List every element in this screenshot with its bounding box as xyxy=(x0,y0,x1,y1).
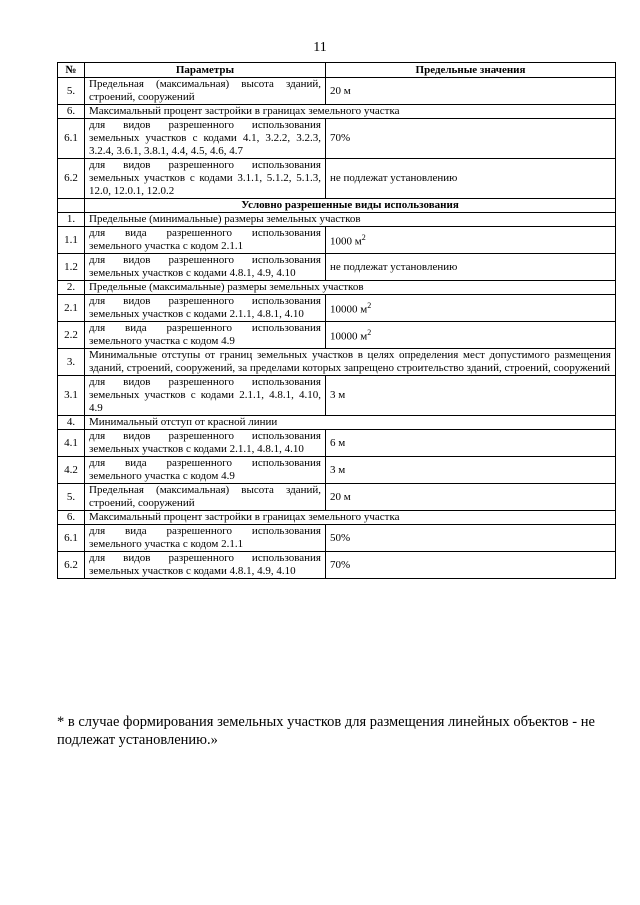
table-row xyxy=(58,119,616,159)
value-text: 6 м xyxy=(330,436,346,449)
table-row xyxy=(58,227,616,254)
row-number: 1. xyxy=(58,213,85,227)
parameter-cell: для вида разрешенного использования земельного участка с кодом 4.9 xyxy=(85,322,326,349)
value-cell xyxy=(326,457,616,484)
row-number: 4.1 xyxy=(58,430,85,457)
unit-superscript: 2 xyxy=(361,233,366,243)
parameter-cell: Предельная (максимальная) высота зданий, строений, сооружений xyxy=(85,484,326,511)
value-cell xyxy=(326,322,616,349)
parameter-cell: для видов разрешенного использования земельных участков с кодами 3.1.1, 5.1.2, 5.1.3, 12.0, 12.0.1, 12.0.2 xyxy=(85,159,326,199)
table-row xyxy=(58,254,616,281)
parameter-cell: для вида разрешенного использования земельного участка с кодом 2.1.1 xyxy=(85,227,326,254)
parameters-table xyxy=(57,62,616,579)
value-cell xyxy=(326,376,616,416)
header-number: № xyxy=(58,63,85,78)
row-number: 3.1 xyxy=(58,376,85,416)
row-number: 4. xyxy=(58,416,85,430)
value-cell xyxy=(326,227,616,254)
row-number: 1.2 xyxy=(58,254,85,281)
table-row xyxy=(58,552,616,579)
value-text: 10000 м xyxy=(330,330,368,343)
row-number: 2.2 xyxy=(58,322,85,349)
table-row xyxy=(58,457,616,484)
row-number: 4.2 xyxy=(58,457,85,484)
table-row xyxy=(58,213,616,227)
value-cell xyxy=(326,78,616,105)
parameter-cell: для видов разрешенного использования земельных участков с кодами 4.8.1, 4.9, 4.10 xyxy=(85,254,326,281)
value-text: 1000 м xyxy=(330,235,362,248)
table-row xyxy=(58,322,616,349)
value-cell xyxy=(326,484,616,511)
table-row xyxy=(58,511,616,525)
value-text: 50% xyxy=(330,531,351,544)
row-number: 6.1 xyxy=(58,119,85,159)
value-cell xyxy=(326,159,616,199)
empty-number-cell xyxy=(58,199,85,213)
row-number: 6.2 xyxy=(58,159,85,199)
value-cell xyxy=(326,295,616,322)
row-heading: Минимальные отступы от границ земельных участков в целях определения мест допустимого размещения зданий, строений, сооружений, за пределами которых запрещено строительство зданий, строений, сооружений xyxy=(85,349,616,376)
table-row xyxy=(58,105,616,119)
parameter-cell: для видов разрешенного использования земельных участков с кодами 2.1.1, 4.8.1, 4.10 xyxy=(85,430,326,457)
value-text: 20 м xyxy=(330,490,351,503)
value-cell xyxy=(326,552,616,579)
table-row xyxy=(58,159,616,199)
value-text: не подлежат установлению xyxy=(330,172,458,184)
row-heading: Максимальный процент застройки в границах земельного участка xyxy=(85,511,616,525)
table-row xyxy=(58,525,616,552)
footnote: * в случае формирования земельных участков для размещения линейных объектов - не подлежат установлению.» xyxy=(57,714,595,748)
unit-superscript: 2 xyxy=(367,328,372,338)
value-text: 70% xyxy=(330,558,351,571)
section-title: Условно разрешенные виды использования xyxy=(85,199,616,213)
parameter-cell: для вида разрешенного использования земельного участка с кодом 4.9 xyxy=(85,457,326,484)
row-heading: Максимальный процент застройки в границах земельного участка xyxy=(85,105,616,119)
header-parameters: Параметры xyxy=(85,63,326,78)
page-number: 11 xyxy=(313,40,327,55)
table-row xyxy=(58,78,616,105)
table-row xyxy=(58,430,616,457)
table-row xyxy=(58,295,616,322)
value-cell xyxy=(326,430,616,457)
row-number: 2.1 xyxy=(58,295,85,322)
value-text: 70% xyxy=(330,132,351,144)
table-row xyxy=(58,349,616,376)
value-text: не подлежат установлению xyxy=(330,260,458,273)
value-cell xyxy=(326,119,616,159)
value-text: 10000 м xyxy=(330,303,368,316)
parameter-cell: для видов разрешенного использования земельных участков с кодами 4.8.1, 4.9, 4.10 xyxy=(85,552,326,579)
unit-superscript: 2 xyxy=(367,301,372,311)
row-number: 6.1 xyxy=(58,525,85,552)
value-text: 3 м xyxy=(330,463,346,476)
row-number: 3. xyxy=(58,349,85,376)
value-text: 20 м xyxy=(330,84,351,97)
row-number: 1.1 xyxy=(58,227,85,254)
table-header-row xyxy=(58,63,616,78)
value-cell xyxy=(326,254,616,281)
parameter-cell: Предельная (максимальная) высота зданий, строений, сооружений xyxy=(85,78,326,105)
row-number: 6. xyxy=(58,511,85,525)
table-body xyxy=(58,78,616,579)
parameter-cell: для видов разрешенного использования земельных участков с кодами 4.1, 3.2.2, 3.2.3, 3.2.4, 3.6.1, 3.8.1, 4.4, 4.5, 4.6, 4.7 xyxy=(85,119,326,159)
row-heading: Минимальный отступ от красной линии xyxy=(85,416,616,430)
row-number: 5. xyxy=(58,78,85,105)
value-text: 3 м xyxy=(330,389,346,401)
parameter-cell: для вида разрешенного использования земельного участка с кодом 2.1.1 xyxy=(85,525,326,552)
table-row xyxy=(58,484,616,511)
row-heading: Предельные (минимальные) размеры земельных участков xyxy=(85,213,616,227)
parameter-cell: для видов разрешенного использования земельных участков с кодами 2.1.1, 4.8.1, 4.10, 4.9 xyxy=(85,376,326,416)
table-row xyxy=(58,376,616,416)
value-cell xyxy=(326,525,616,552)
table-row xyxy=(58,281,616,295)
row-heading: Предельные (максимальные) размеры земельных участков xyxy=(85,281,616,295)
header-limit-values: Предельные значения xyxy=(326,63,616,78)
row-number: 6.2 xyxy=(58,552,85,579)
row-number: 6. xyxy=(58,105,85,119)
row-number: 2. xyxy=(58,281,85,295)
table-row xyxy=(58,416,616,430)
parameter-cell: для видов разрешенного использования земельных участков с кодами 2.1.1, 4.8.1, 4.10 xyxy=(85,295,326,322)
row-number: 5. xyxy=(58,484,85,511)
table-section-row xyxy=(58,199,616,213)
